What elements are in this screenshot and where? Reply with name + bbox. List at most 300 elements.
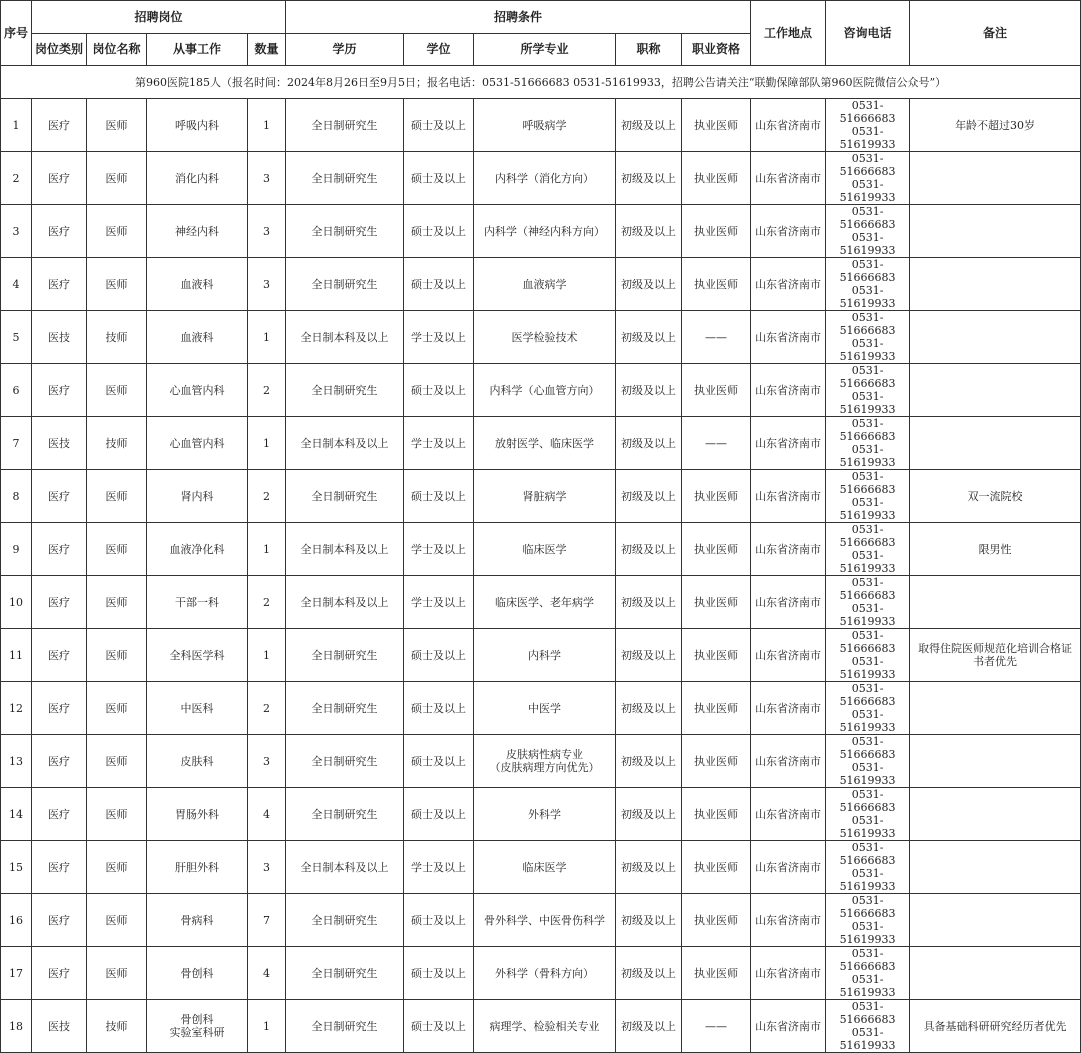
- cell-major-line: 内科学（神经内科方向）: [484, 224, 606, 238]
- cell-seq: 16: [1, 894, 32, 947]
- cell-work-line: 实验室科研: [169, 1026, 225, 1039]
- cell-location: 山东省济南市: [751, 470, 826, 523]
- cell-post-category: 医疗: [32, 788, 87, 841]
- cell-count: 4: [248, 947, 286, 1000]
- cell-title: 初级及以上: [616, 894, 682, 947]
- cell-post-name: 医师: [87, 152, 147, 205]
- cell-qualification: 执业医师: [682, 788, 751, 841]
- cell-post-name: 技师: [87, 311, 147, 364]
- cell-work-line: 全科医学科: [169, 648, 225, 662]
- cell-remark: [910, 629, 1081, 682]
- cell-major: [474, 364, 616, 417]
- cell-post-name: 医师: [87, 523, 147, 576]
- phone-number: 0531-51619933: [839, 496, 896, 522]
- cell-major-line: 内科学: [528, 648, 562, 662]
- cell-major: [474, 947, 616, 1000]
- cell-post-name: 医师: [87, 947, 147, 1000]
- cell-location: 山东省济南市: [751, 576, 826, 629]
- phone-number: 0531-51666683: [839, 311, 896, 337]
- cell-major-line: 外科学: [528, 807, 562, 821]
- cell-count: 1: [248, 311, 286, 364]
- header-education: 学历: [286, 34, 404, 66]
- cell-post-name: 医师: [87, 735, 147, 788]
- cell-count: 7: [248, 894, 286, 947]
- cell-post-category: 医技: [32, 417, 87, 470]
- cell-qualification: 执业医师: [682, 735, 751, 788]
- cell-education: 全日制研究生: [286, 364, 404, 417]
- cell-work-line: 血液科: [180, 277, 214, 291]
- cell-phone: [826, 682, 910, 735]
- cell-degree: 硕士及以上: [404, 947, 474, 1000]
- cell-major-line: 骨外科学、中医骨伤科学: [484, 913, 606, 927]
- cell-post-name: 医师: [87, 841, 147, 894]
- cell-location: 山东省济南市: [751, 311, 826, 364]
- cell-work: [147, 205, 248, 258]
- cell-title: 初级及以上: [616, 1000, 682, 1053]
- cell-work: [147, 576, 248, 629]
- cell-major: [474, 417, 616, 470]
- cell-remark: [910, 1000, 1081, 1053]
- cell-post-category: 医疗: [32, 364, 87, 417]
- cell-phone: [826, 311, 910, 364]
- cell-major: [474, 205, 616, 258]
- phone-number: 0531-51619933: [839, 920, 896, 946]
- cell-major-line: 内科学（心血管方向）: [489, 383, 600, 397]
- cell-major: [474, 735, 616, 788]
- cell-title: 初级及以上: [616, 470, 682, 523]
- cell-location: 山东省济南市: [751, 682, 826, 735]
- cell-major: [474, 152, 616, 205]
- cell-phone: [826, 629, 910, 682]
- cell-post-category: 医疗: [32, 205, 87, 258]
- cell-seq: 10: [1, 576, 32, 629]
- cell-work-line: 骨创科: [180, 1013, 214, 1026]
- cell-education: 全日制研究生: [286, 99, 404, 152]
- header-phone: 咨询电话: [826, 1, 910, 66]
- cell-remark: [910, 682, 1081, 735]
- cell-remark: [910, 470, 1081, 523]
- cell-post-name: 医师: [87, 258, 147, 311]
- cell-phone: [826, 947, 910, 1000]
- header-post-name: 岗位名称: [87, 34, 147, 66]
- phone-number: 0531-51666683: [839, 788, 896, 814]
- cell-remark: [910, 523, 1081, 576]
- cell-major: [474, 523, 616, 576]
- cell-major: [474, 1000, 616, 1053]
- table-row: [1, 682, 1081, 735]
- cell-major: [474, 629, 616, 682]
- cell-count: 3: [248, 735, 286, 788]
- phone-number: 0531-51666683: [839, 205, 896, 231]
- cell-seq: 15: [1, 841, 32, 894]
- cell-remark: [910, 894, 1081, 947]
- header-post-category: 岗位类别: [32, 34, 87, 66]
- cell-work-line: 神经内科: [175, 224, 219, 238]
- cell-post-name: 医师: [87, 629, 147, 682]
- header-work: 从事工作: [147, 34, 248, 66]
- phone-number: 0531-51666683: [839, 258, 896, 284]
- cell-education: 全日制研究生: [286, 470, 404, 523]
- cell-remark: [910, 788, 1081, 841]
- phone-number: 0531-51666683: [839, 629, 896, 655]
- cell-post-category: 医技: [32, 1000, 87, 1053]
- table-row: [1, 788, 1081, 841]
- cell-major-line: 皮肤病性病专业: [506, 748, 584, 761]
- cell-location: 山东省济南市: [751, 364, 826, 417]
- cell-qualification: 执业医师: [682, 523, 751, 576]
- cell-title: 初级及以上: [616, 735, 682, 788]
- cell-work-line: 肝胆外科: [175, 860, 219, 874]
- table-row: [1, 311, 1081, 364]
- cell-major-line: 临床医学、老年病学: [495, 595, 595, 609]
- table-row: [1, 205, 1081, 258]
- cell-phone: [826, 841, 910, 894]
- cell-major-line: 临床医学: [522, 542, 567, 556]
- phone-number: 0531-51666683: [839, 99, 896, 125]
- cell-post-category: 医疗: [32, 576, 87, 629]
- cell-location: 山东省济南市: [751, 99, 826, 152]
- table-row: [1, 841, 1081, 894]
- cell-qualification: 执业医师: [682, 205, 751, 258]
- cell-post-name: 医师: [87, 682, 147, 735]
- cell-education: 全日制研究生: [286, 205, 404, 258]
- cell-education: 全日制本科及以上: [286, 576, 404, 629]
- cell-work: [147, 788, 248, 841]
- cell-education: 全日制研究生: [286, 1000, 404, 1053]
- cell-qualification: 执业医师: [682, 629, 751, 682]
- cell-work-line: 中医科: [180, 701, 214, 715]
- cell-major-line: 外科学（骨科方向）: [495, 966, 595, 980]
- cell-seq: 7: [1, 417, 32, 470]
- cell-count: 1: [248, 99, 286, 152]
- table-row: [1, 417, 1081, 470]
- phone-number: 0531-51666683: [839, 523, 896, 549]
- cell-degree: 学士及以上: [404, 576, 474, 629]
- cell-location: 山东省济南市: [751, 1000, 826, 1053]
- cell-count: 3: [248, 841, 286, 894]
- cell-count: 2: [248, 470, 286, 523]
- cell-seq: 12: [1, 682, 32, 735]
- cell-education: 全日制研究生: [286, 682, 404, 735]
- cell-degree: 硕士及以上: [404, 258, 474, 311]
- cell-remark-line: 取得住院医师规范化培训合格证: [918, 642, 1073, 655]
- cell-location: 山东省济南市: [751, 788, 826, 841]
- header-seq: 序号: [1, 1, 32, 66]
- phone-number: 0531-51666683: [839, 682, 896, 708]
- cell-major: [474, 311, 616, 364]
- cell-qualification: ——: [682, 417, 751, 470]
- cell-remark-line: 具备基础科研研究经历者优先: [923, 1019, 1067, 1033]
- cell-work: [147, 417, 248, 470]
- cell-degree: 学士及以上: [404, 841, 474, 894]
- cell-work: [147, 735, 248, 788]
- cell-seq: 4: [1, 258, 32, 311]
- cell-phone: [826, 1000, 910, 1053]
- cell-major: [474, 788, 616, 841]
- table-row: [1, 894, 1081, 947]
- cell-major: [474, 894, 616, 947]
- table-row: [1, 99, 1081, 152]
- cell-work-line: 血液科: [180, 330, 214, 344]
- cell-remark-line: 年龄不超过30岁: [955, 118, 1036, 132]
- cell-major: [474, 682, 616, 735]
- phone-number: 0531-51619933: [839, 125, 896, 151]
- phone-number: 0531-51619933: [839, 284, 896, 310]
- cell-title: 初级及以上: [616, 788, 682, 841]
- cell-remark: [910, 841, 1081, 894]
- cell-work-line: 骨创科: [180, 966, 214, 980]
- cell-major-line: 肾脏病学: [522, 489, 567, 503]
- cell-degree: 硕士及以上: [404, 629, 474, 682]
- cell-qualification: ——: [682, 311, 751, 364]
- cell-seq: 2: [1, 152, 32, 205]
- cell-phone: [826, 470, 910, 523]
- cell-phone: [826, 576, 910, 629]
- cell-phone: [826, 417, 910, 470]
- phone-number: 0531-51619933: [839, 1026, 896, 1052]
- cell-location: 山东省济南市: [751, 523, 826, 576]
- cell-post-category: 医疗: [32, 99, 87, 152]
- cell-post-category: 医疗: [32, 947, 87, 1000]
- cell-major-line: 放射医学、临床医学: [495, 436, 595, 450]
- cell-phone: [826, 735, 910, 788]
- table-row: [1, 364, 1081, 417]
- cell-title: 初级及以上: [616, 258, 682, 311]
- cell-degree: 硕士及以上: [404, 788, 474, 841]
- cell-remark: [910, 258, 1081, 311]
- cell-count: 2: [248, 576, 286, 629]
- cell-qualification: 执业医师: [682, 152, 751, 205]
- cell-phone: [826, 99, 910, 152]
- cell-work-line: 肾内科: [180, 489, 214, 503]
- cell-remark: [910, 152, 1081, 205]
- phone-number: 0531-51666683: [839, 894, 896, 920]
- cell-work-line: 呼吸内科: [175, 118, 219, 132]
- cell-work: [147, 841, 248, 894]
- cell-major: [474, 576, 616, 629]
- cell-work-line: 干部一科: [175, 595, 219, 609]
- cell-qualification: 执业医师: [682, 99, 751, 152]
- cell-education: 全日制研究生: [286, 788, 404, 841]
- cell-work: [147, 258, 248, 311]
- cell-major: [474, 258, 616, 311]
- cell-post-name: 医师: [87, 205, 147, 258]
- cell-work: [147, 1000, 248, 1053]
- cell-count: 1: [248, 629, 286, 682]
- phone-number: 0531-51619933: [839, 443, 896, 469]
- table-row: [1, 152, 1081, 205]
- cell-seq: 13: [1, 735, 32, 788]
- phone-number: 0531-51666683: [839, 1000, 896, 1026]
- cell-qualification: 执业医师: [682, 682, 751, 735]
- phone-number: 0531-51666683: [839, 947, 896, 973]
- cell-title: 初级及以上: [616, 682, 682, 735]
- cell-work-line: 心血管内科: [169, 436, 225, 450]
- cell-post-name: 医师: [87, 364, 147, 417]
- header-post-group: 招聘岗位: [32, 1, 286, 34]
- cell-work-line: 心血管内科: [169, 383, 225, 397]
- cell-count: 3: [248, 258, 286, 311]
- cell-education: 全日制研究生: [286, 947, 404, 1000]
- cell-phone: [826, 364, 910, 417]
- cell-title: 初级及以上: [616, 99, 682, 152]
- cell-qualification: 执业医师: [682, 576, 751, 629]
- header-location: 工作地点: [751, 1, 826, 66]
- cell-qualification: 执业医师: [682, 470, 751, 523]
- cell-post-category: 医疗: [32, 258, 87, 311]
- cell-count: 3: [248, 152, 286, 205]
- cell-qualification: 执业医师: [682, 364, 751, 417]
- cell-post-category: 医技: [32, 311, 87, 364]
- cell-work: [147, 682, 248, 735]
- cell-title: 初级及以上: [616, 152, 682, 205]
- cell-remark-line: 限男性: [978, 542, 1012, 556]
- hospital-banner: 第960医院185人（报名时间：2024年8月26日至9月5日；报名电话：0531-51666683 0531-51619933，招聘公告请关注“联勤保障部队第960医院微信公众号”）: [1, 66, 1081, 99]
- cell-post-category: 医疗: [32, 152, 87, 205]
- cell-major-line: 中医学: [528, 701, 562, 715]
- cell-count: 1: [248, 523, 286, 576]
- cell-location: 山东省济南市: [751, 894, 826, 947]
- cell-location: 山东省济南市: [751, 152, 826, 205]
- cell-location: 山东省济南市: [751, 735, 826, 788]
- cell-seq: 5: [1, 311, 32, 364]
- cell-post-name: 技师: [87, 417, 147, 470]
- cell-degree: 硕士及以上: [404, 99, 474, 152]
- cell-major-line: 病理学、检验相关专业: [489, 1019, 600, 1033]
- cell-major: [474, 841, 616, 894]
- header-title: 职称: [616, 34, 682, 66]
- cell-title: 初级及以上: [616, 364, 682, 417]
- cell-location: 山东省济南市: [751, 947, 826, 1000]
- phone-number: 0531-51619933: [839, 178, 896, 204]
- cell-education: 全日制研究生: [286, 735, 404, 788]
- cell-major: [474, 470, 616, 523]
- cell-work: [147, 629, 248, 682]
- cell-major-line: 内科学（消化方向）: [495, 171, 595, 185]
- cell-seq: 6: [1, 364, 32, 417]
- cell-title: 初级及以上: [616, 311, 682, 364]
- cell-education: 全日制本科及以上: [286, 311, 404, 364]
- cell-phone: [826, 894, 910, 947]
- cell-qualification: 执业医师: [682, 258, 751, 311]
- header-degree: 学位: [404, 34, 474, 66]
- cell-work: [147, 470, 248, 523]
- cell-title: 初级及以上: [616, 841, 682, 894]
- phone-number: 0531-51619933: [839, 602, 896, 628]
- cell-seq: 11: [1, 629, 32, 682]
- cell-work-line: 胃肠外科: [175, 807, 219, 821]
- cell-location: 山东省济南市: [751, 205, 826, 258]
- cell-phone: [826, 205, 910, 258]
- cell-qualification: ——: [682, 1000, 751, 1053]
- table-row: [1, 1000, 1081, 1053]
- cell-education: 全日制本科及以上: [286, 841, 404, 894]
- cell-title: 初级及以上: [616, 947, 682, 1000]
- phone-number: 0531-51666683: [839, 417, 896, 443]
- phone-number: 0531-51619933: [839, 549, 896, 575]
- phone-number: 0531-51619933: [839, 655, 896, 681]
- cell-degree: 硕士及以上: [404, 152, 474, 205]
- cell-post-name: 技师: [87, 1000, 147, 1053]
- header-remark: 备注: [910, 1, 1081, 66]
- phone-number: 0531-51619933: [839, 231, 896, 257]
- cell-count: 2: [248, 364, 286, 417]
- cell-education: 全日制研究生: [286, 152, 404, 205]
- cell-work: [147, 152, 248, 205]
- header-major: 所学专业: [474, 34, 616, 66]
- cell-post-category: 医疗: [32, 894, 87, 947]
- cell-count: 1: [248, 417, 286, 470]
- phone-number: 0531-51619933: [839, 867, 896, 893]
- cell-phone: [826, 258, 910, 311]
- table-row: [1, 629, 1081, 682]
- cell-degree: 硕士及以上: [404, 364, 474, 417]
- cell-remark: [910, 576, 1081, 629]
- cell-work-line: 皮肤科: [180, 754, 214, 768]
- cell-degree: 学士及以上: [404, 311, 474, 364]
- phone-number: 0531-51619933: [839, 337, 896, 363]
- cell-post-name: 医师: [87, 470, 147, 523]
- cell-work: [147, 99, 248, 152]
- cell-location: 山东省济南市: [751, 417, 826, 470]
- table-body: [1, 66, 1081, 1053]
- cell-work: [147, 947, 248, 1000]
- cell-remark: [910, 311, 1081, 364]
- cell-post-category: 医疗: [32, 470, 87, 523]
- cell-work: [147, 364, 248, 417]
- cell-remark: [910, 364, 1081, 417]
- phone-number: 0531-51619933: [839, 390, 896, 416]
- cell-major-line: 血液病学: [522, 277, 567, 291]
- cell-post-category: 医疗: [32, 523, 87, 576]
- cell-seq: 8: [1, 470, 32, 523]
- cell-education: 全日制本科及以上: [286, 417, 404, 470]
- phone-number: 0531-51619933: [839, 814, 896, 840]
- header-count: 数量: [248, 34, 286, 66]
- table-row: [1, 523, 1081, 576]
- cell-count: 4: [248, 788, 286, 841]
- table-row: [1, 470, 1081, 523]
- cell-title: 初级及以上: [616, 576, 682, 629]
- cell-post-category: 医疗: [32, 841, 87, 894]
- cell-work-line: 血液净化科: [169, 542, 225, 556]
- cell-seq: 14: [1, 788, 32, 841]
- cell-major-line: 呼吸病学: [522, 118, 567, 132]
- cell-title: 初级及以上: [616, 523, 682, 576]
- header-condition-group: 招聘条件: [286, 1, 751, 34]
- cell-count: 2: [248, 682, 286, 735]
- cell-education: 全日制本科及以上: [286, 523, 404, 576]
- cell-remark: [910, 735, 1081, 788]
- cell-post-name: 医师: [87, 788, 147, 841]
- phone-number: 0531-51666683: [839, 152, 896, 178]
- cell-degree: 硕士及以上: [404, 735, 474, 788]
- cell-post-name: 医师: [87, 894, 147, 947]
- cell-work: [147, 523, 248, 576]
- cell-education: 全日制研究生: [286, 258, 404, 311]
- phone-number: 0531-51619933: [839, 973, 896, 999]
- cell-location: 山东省济南市: [751, 629, 826, 682]
- cell-remark: [910, 205, 1081, 258]
- cell-seq: 1: [1, 99, 32, 152]
- cell-title: 初级及以上: [616, 629, 682, 682]
- cell-post-category: 医疗: [32, 682, 87, 735]
- cell-remark: [910, 99, 1081, 152]
- cell-major-line: 医学检验技术: [511, 330, 578, 344]
- phone-number: 0531-51666683: [839, 576, 896, 602]
- cell-title: 初级及以上: [616, 205, 682, 258]
- cell-qualification: 执业医师: [682, 947, 751, 1000]
